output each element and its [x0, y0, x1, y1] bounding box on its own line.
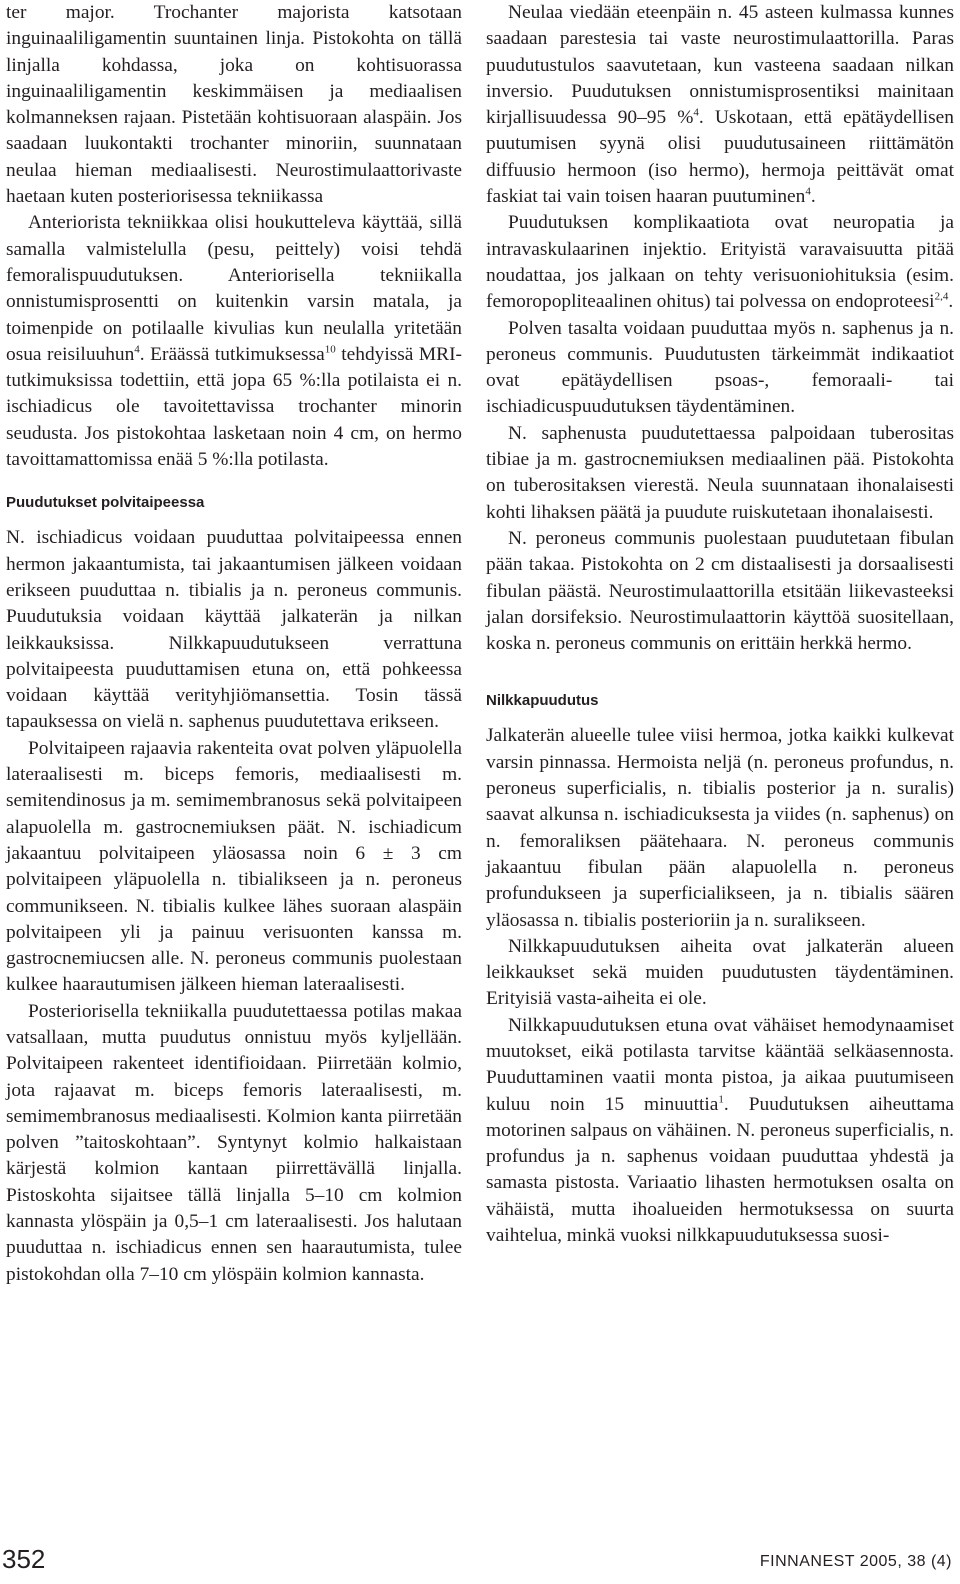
paragraph: Nilkkapuudutuksen aiheita ovat jalkaterän alueen leikkaukset sekä muiden puudutusten täydentäminen. Erityisiä vasta-aiheita ei ole.: [486, 935, 954, 1010]
paragraph: Jalkaterän alueelle tulee viisi hermoa, jotka kaikki kulkevat varsin pinnassa. Hermoista neljä (n. peroneus profundus, n. peroneus superficialis, n. tibialis posterior ja n. suralis) saavat alkunsa n. ischiadicuksesta ja viides (n. saphenus) on n. femoraliksen päätehaara. N. peroneus communis jakaantuu fibulan pään alapuolella n. peroneus profundukseen ja superficialikseen, ja n. tibialis säären yläosassa n. tibialis posterioriin ja n. suralikseen.: [486, 725, 954, 931]
section-heading: Nilkkapuudutus: [486, 692, 599, 710]
paragraph: Nilkkapuudutuksen etuna ovat vähäiset hemodynaamiset muutokset, eikä potilasta tarvitse kääntää selkäasennosta. Puuduttaminen vaatii monta pistoa, ja aikaa puutumiseen kuluu noin 15 minuuttia$^1$. Puudutuksen aiheuttama motorinen salpaus on vähäinen. N. peroneus superficialis, n. profundus ja n. saphenus voidaan puuduttaa yhdestä ja samasta pistosta. Variaatio lihasten hermotuksen osalta on vähäistä, mutta ihoalueiden hermotuksessa on suurta vaihtelua, minkä vuoksi nilkkapuudutuksessa suosi-: [486, 1014, 955, 1247]
section-heading: Puudutukset polvitaipeessa: [6, 494, 205, 512]
left-column: [6, 0, 462, 1288]
paragraph: N. saphenusta puudutettaessa palpoidaan tuberositas tibiae ja m. gastrocnemiuksen mediaalinen pää. Pistokohta on tuberositaksen vierestä. Neula suunnataan ihonalaisesti kohti lihaksen päätä ja puudute ruiskutetaan ihonalaisesti.: [486, 422, 954, 523]
page-number: 352: [2, 1544, 46, 1574]
page-footer: [0, 1536, 960, 1584]
journal-citation: FINNANEST 2005, 38 (4): [759, 1553, 952, 1570]
paragraph: Puudutuksen komplikaatiota ovat neuropatia ja intravaskulaarinen injektio. Erityistä varavaisuutta pitää noudattaa, jos jalkaan on tehty verisuoniohituksia (esim. femoropopliteaalinen ohitus) tai polvessa on endoproteesi$^{2,4}$.: [486, 212, 954, 313]
right-column: [486, 0, 954, 1249]
paragraph: Neulaa viedään eteenpäin n. 45 asteen kulmassa kunnes saadaan parestesia tai vaste neurostimulaattorilla. Paras puudutustulos saavutetaan, kun vasteena saadaan nilkan inversio. Puudutuksen onnistumisprosentiksi mainitaan kirjallisuudessa 90–95 %$^4$. Uskotaan, että epätäydellisen puutumisen syynä olisi puudutusaineen riittämätön diffuusio hermoon (iso hermo), hermoja peittävät omat faskiat tai vain toisen haaran puutuminen$^4$.: [486, 2, 954, 208]
paragraph: Polven tasalta voidaan puuduttaa myös n. saphenus ja n. peroneus communis. Puudutusten tärkeimmät indikaatiot ovat epätäydellisen psoas-, femoraali- tai ischiadicuspuudutuksen täydentäminen.: [486, 317, 954, 418]
paragraph: Posteriorisella tekniikalla puudutettaessa potilas makaa vatsallaan, mutta puudutus onnistuu myös kyljellään. Polvitaipeen rakenteet identifioidaan. Piirretään kolmio, jota rajaavat m. biceps femoris lateraalisesti, m. semimembranosus mediaalisesti. Kolmion kanta piirretään polven ”taitoskohtaan”. Syntynyt kolmio halkaistaan kärjestä kolmion kantaan piirrettävällä linjalla. Pistoskohta sijaitsee tällä linjalla 5–10 cm kolmion kannasta ylöspäin ja 0,5–1 cm lateraalisesti. Jos halutaan puuduttaa n. ischiadicus ennen sen haarautumista, tulee pistokohdan olla 7–10 cm ylöspäin kolmion kannasta.: [6, 1000, 462, 1285]
paragraph: N. ischiadicus voidaan puuduttaa polvitaipeessa ennen hermon jakaantumista, tai jakaantumisen jälkeen voidaan erikseen puuduttaa n. tibialis ja n. peroneus communis. Puudutuksia voidaan käyttää jalkaterän ja nilkan leikkauksissa. Nilkkapuudutukseen verrattuna polvitaipeesta puuduttamisen etuna on, että pohkeessa voidaan käyttää verityhjiömansettia. Tosin tässä tapauksessa on vielä n. saphenus puudutettava erikseen.: [6, 527, 462, 733]
paragraph: Polvitaipeen rajaavia rakenteita ovat polven yläpuolella lateraalisesti m. biceps femoris, mediaalisesti m. semitendinosus ja m. semimembranosus sekä polvitaipeen alapuolella m. gastrocnemiuksen päät. N. ischiadicum jakaantuu polvitaipeen yläosassa noin 6 ± 3 cm polvitaipeen yläpuolella n. tibialikseen ja n. peroneus communikseen. N. tibialis kulkee lähes suoraan alaspäin polvitaipeen yli ja painuu verisuonten kanssa m. gastrocnemiucsen alle. N. peroneus communis puolestaan kulkee haarautumisen jälkeen hieman lateraalisesti.: [6, 737, 462, 996]
paragraph: Anteriorista tekniikkaa olisi houkutteleva käyttää, sillä samalla valmistelulla (pesu, peittely) voisi tehdä femoralispuudutuksen. Anteriorisella tekniikalla onnistumisprosentti on kuitenkin varsin matala, ja toimenpide on potilaalle kivulias kun neulalla yritetään osua reisiluuhun$^4$. Eräässä tutkimuksessa$^{10}$ tehdyissä MRI-tutkimuksissa todettiin, että jopa 65 %:lla potilaista ei n. ischiadicus ole tavoitettavissa trochanter minorin seudusta. Jos pistokohtaa lasketaan noin 4 cm, on hermo tavoittamattomissa enää 5 %:lla potilasta.: [6, 212, 463, 471]
paragraph: N. peroneus communis puolestaan puudutetaan fibulan pään takaa. Pistokohta on 2 cm distaalisesti ja dorsaalisesti fibulan päästä. Neurostimulaattorilla etsitään liikevasteeksi jalan dorsifeksio. Neurostimulaattorin käyttöä suositellaan, koska n. peroneus communis on erittäin herkkä hermo.: [486, 527, 954, 655]
paragraph: ter major. Trochanter majorista katsotaan inguinaaliligamentin suuntainen linja. Pistokohta on tällä linjalla kohdassa, joka on kohtisuorassa inguinaaliligamentin keskimmäisen ja mediaalisen kolmanneksen rajaan. Pistetään kohtisuoraan alaspäin. Jos saadaan luukontakti trochanter minoriin, suunnataan neulaa hieman mediaalisesti. Neurostimulaattorivaste haetaan kuten posteriorisessa tekniikassa: [6, 2, 462, 208]
